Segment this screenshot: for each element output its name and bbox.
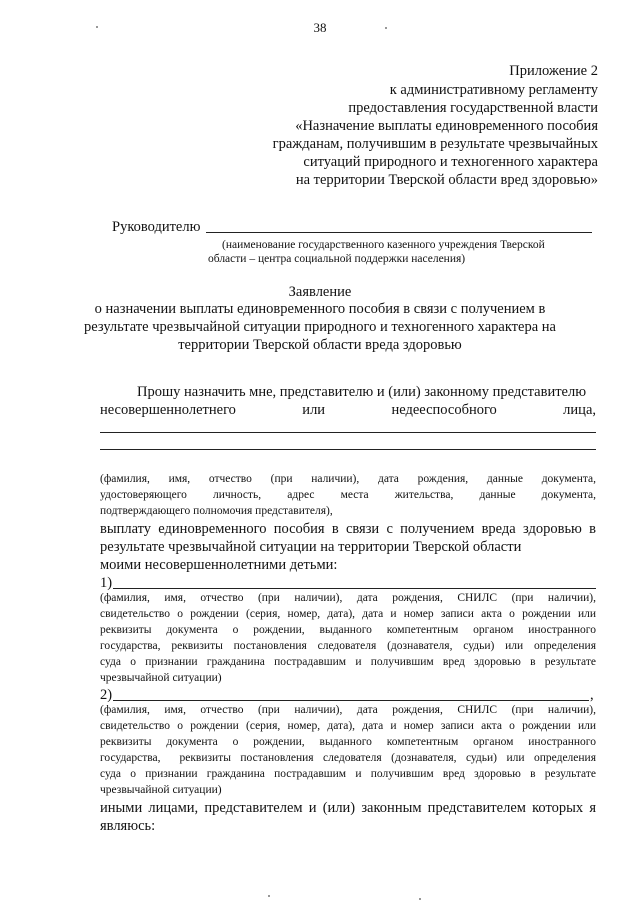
appendix-line-2: к административному регламенту: [389, 82, 598, 98]
request-body-2: результате чрезвычайной ситуации на территории Тверской области: [100, 539, 522, 555]
title-line-1: о назначении выплаты единовременного пособия в связи с получением в: [94, 301, 546, 317]
child-1-note-5: суда о признании гражданина пострадавшим и получившим вред здоровью в результате: [100, 656, 596, 668]
others-line-1: иными лицами, представителем и (или) законным представителем которых я: [100, 800, 596, 816]
child-2-line: [113, 700, 589, 701]
request-body-3: моими несовершеннолетними детьми:: [100, 557, 338, 573]
scan-speck: [419, 898, 421, 900]
others-line-2: являюсь:: [100, 818, 156, 834]
page-number: 38: [313, 20, 327, 35]
request-body-1: выплату единовременного пособия в связи с получением вреда здоровью в: [100, 521, 596, 537]
request-line-2: несовершеннолетнего или недееспособного лица,: [100, 402, 596, 418]
child-1-note-2: свидетельство о рождении (серия, номер, дата), дата и номер записи акта о рождении или: [100, 608, 596, 620]
addressee-note-2: области – центра социальной поддержки населения): [208, 253, 466, 265]
appendix-line-1: Приложение 2: [509, 63, 598, 79]
child-2-note-6: чрезвычайной ситуации): [100, 784, 222, 796]
scan-speck: [385, 27, 387, 29]
title-line-3: территории Тверской области вреда здоровью: [178, 337, 462, 353]
appendix-line-7: на территории Тверской области вред здоровью»: [295, 172, 598, 188]
appendix-line-4: «Назначение выплаты единовременного пособия: [295, 118, 598, 134]
applicant-note-1: (фамилия, имя, отчество (при наличии), дата рождения, данные документа,: [100, 473, 596, 485]
appendix-line-6: ситуаций природного и техногенного характера: [303, 154, 598, 170]
appendix-line-3: предоставления государственной власти: [348, 100, 598, 116]
child-1-number: 1): [100, 575, 113, 591]
child-1-line: [113, 588, 596, 589]
child-1-note-3: реквизиты документа о рождении, выданного компетентным органом иностранного: [100, 624, 596, 636]
addressee-label: Руководителю: [112, 219, 201, 235]
applicant-note-3: подтверждающего полномочия представителя),: [100, 505, 333, 517]
document-heading: Заявление: [288, 284, 352, 300]
title-line-2: результате чрезвычайной ситуации природного и техногенного характера на: [84, 319, 556, 335]
addressee-note-1: (наименование государственного казенного учреждения Тверской: [222, 239, 545, 251]
appendix-line-5: гражданам, получившим в результате чрезвычайных: [272, 136, 598, 152]
child-1-note-4: государства, реквизиты постановления следователя (дознавателя, судьи) или определения: [100, 640, 596, 652]
child-2-note-2: свидетельство о рождении (серия, номер, дата), дата и номер записи акта о рождении или: [100, 720, 596, 732]
applicant-note-2: удостоверяющего личность, адрес места жительства, данные документа,: [100, 489, 596, 501]
request-line-1: Прошу назначить мне, представителю и (или) законному представителю: [137, 384, 587, 400]
child-2-trailing-comma: ,: [590, 687, 594, 703]
child-2-note-5: суда о признании гражданина пострадавшим и получившим вред здоровью в результате: [100, 768, 596, 780]
child-1-note-1: (фамилия, имя, отчество (при наличии), дата рождения, СНИЛС (при наличии),: [100, 592, 596, 604]
child-2-note-1: (фамилия, имя, отчество (при наличии), дата рождения, СНИЛС (при наличии),: [100, 704, 596, 716]
child-2-note-3: реквизиты документа о рождении, выданного компетентным органом иностранного: [100, 736, 596, 748]
scan-speck: [268, 895, 270, 897]
applicant-line-1: [100, 432, 596, 433]
child-2-number: 2): [100, 687, 113, 703]
child-2-note-4: государства, реквизиты постановления следователя (дознавателя, судьи) или определения: [100, 752, 596, 764]
scan-speck: [96, 26, 98, 28]
child-1-note-6: чрезвычайной ситуации): [100, 672, 222, 684]
applicant-line-2: [100, 449, 596, 450]
addressee-line: [206, 232, 592, 233]
